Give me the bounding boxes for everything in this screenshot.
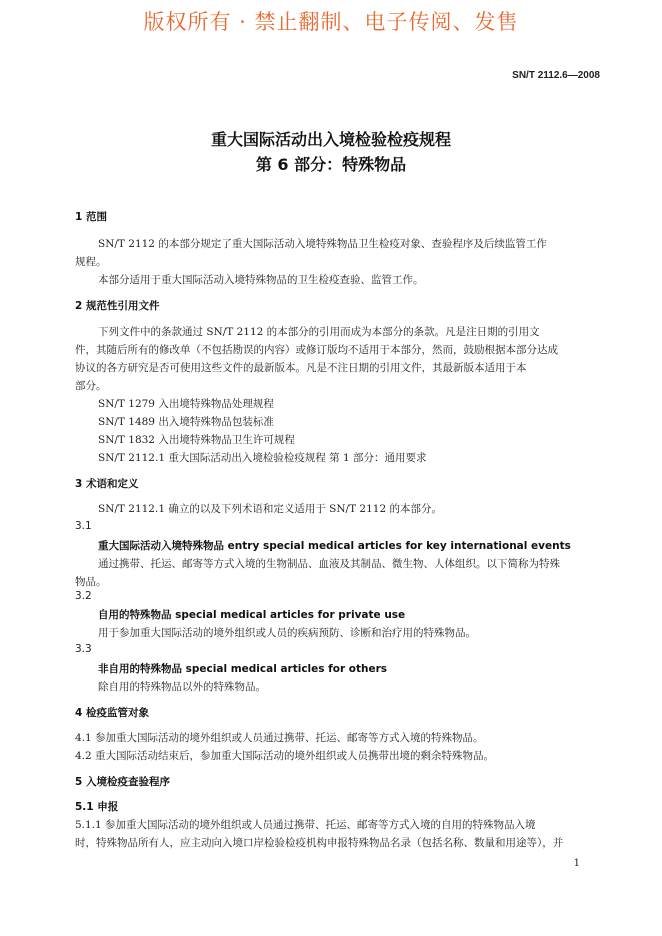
section-2-heading: 2 规范性引用文件 [75,300,160,312]
section-1-heading: 1 范围 [75,211,107,223]
section-2-paragraph-line-1: 下列文件中的条款通过 SN/T 2112 的本部分的引用而成为本部分的条款。凡是注日期的引用文 [98,326,540,338]
page-number: 1 [573,858,580,869]
term-3-2-title: 自用的特殊物品 special medical articles for private use [98,609,406,621]
reference-item: SN/T 1832 入出境特殊物品卫生许可规程 [98,434,295,446]
term-3-1-number: 3.1 [75,520,92,532]
section-1-paragraph-1-line-2: 规程。 [75,256,107,268]
reference-item: SN/T 2112.1 重大国际活动出入境检验检疫规程 第 1 部分：通用要求 [98,452,427,464]
section-5-heading: 5 入境检疫查验程序 [75,776,170,788]
term-3-3-definition: 除自用的特殊物品以外的特殊物品。 [98,681,266,693]
section-1-paragraph-1-line-1: SN/T 2112 的本部分规定了重大国际活动入境特殊物品卫生检疫对象、查验程序及后续监管工作 [98,238,547,250]
term-3-1-definition-line-2: 物品。 [75,576,107,588]
reference-item: SN/T 1489 出入境特殊物品包装标准 [98,416,274,428]
section-5-1-heading: 5.1 申报 [75,801,119,813]
term-3-3-number: 3.3 [75,643,92,655]
section-4-item-1: 4.1 参加重大国际活动的境外组织或人员通过携带、托运、邮寄等方式入境的特殊物品。 [75,732,484,744]
reference-item: SN/T 1279 入出境特殊物品处理规程 [98,398,274,410]
copyright-watermark: 版权所有 · 禁止翻制、电子传阅、发售 [143,10,519,34]
document-title: 重大国际活动出入境检验检疫规程 [210,130,451,149]
term-3-1-title: 重大国际活动入境特殊物品 entry special medical articles for key international events [98,540,571,552]
term-3-3-title: 非自用的特殊物品 special medical articles for others [98,663,388,675]
section-3-intro: SN/T 2112.1 确立的以及下列术语和定义适用于 SN/T 2112 的本部分。 [98,503,442,515]
section-3-heading: 3 术语和定义 [75,478,139,490]
standard-code: SN/T 2112.6—2008 [512,70,600,81]
section-4-heading: 4 检疫监管对象 [75,707,149,719]
section-4-item-2: 4.2 重大国际活动结束后，参加重大国际活动的境外组织或人员携带出境的剩余特殊物品。 [75,750,495,762]
term-3-2-definition: 用于参加重大国际活动的境外组织或人员的疾病预防、诊断和治疗用的特殊物品。 [98,627,476,639]
term-3-1-definition-line-1: 通过携带、托运、邮寄等方式入境的生物制品、血液及其制品、微生物、人体组织。以下简称为特殊 [98,558,560,570]
section-5-1-1-line-1: 5.1.1 参加重大国际活动的境外组织或人员通过携带、托运、邮寄等方式入境的自用的特殊物品入境 [75,819,536,831]
section-2-paragraph-line-2: 件，其随后所有的修改单（不包括勘误的内容）或修订版均不适用于本部分，然而，鼓励根据本部分达成 [75,344,558,356]
section-2-paragraph-line-3: 协议的各方研究是否可使用这些文件的最新版本。凡是不注日期的引用文件，其最新版本适用于本 [75,362,527,374]
section-1-paragraph-2: 本部分适用于重大国际活动入境特殊物品的卫生检疫查验、监管工作。 [98,274,424,286]
section-5-1-1-line-2: 时，特殊物品所有人，应主动向入境口岸检验检疫机构申报特殊物品名录（包括名称、数量和用途等），并 [75,837,564,849]
term-3-2-number: 3.2 [75,590,92,602]
section-2-paragraph-line-4: 部分。 [75,380,107,392]
document-subtitle: 第 6 部分：特殊物品 [255,155,407,174]
